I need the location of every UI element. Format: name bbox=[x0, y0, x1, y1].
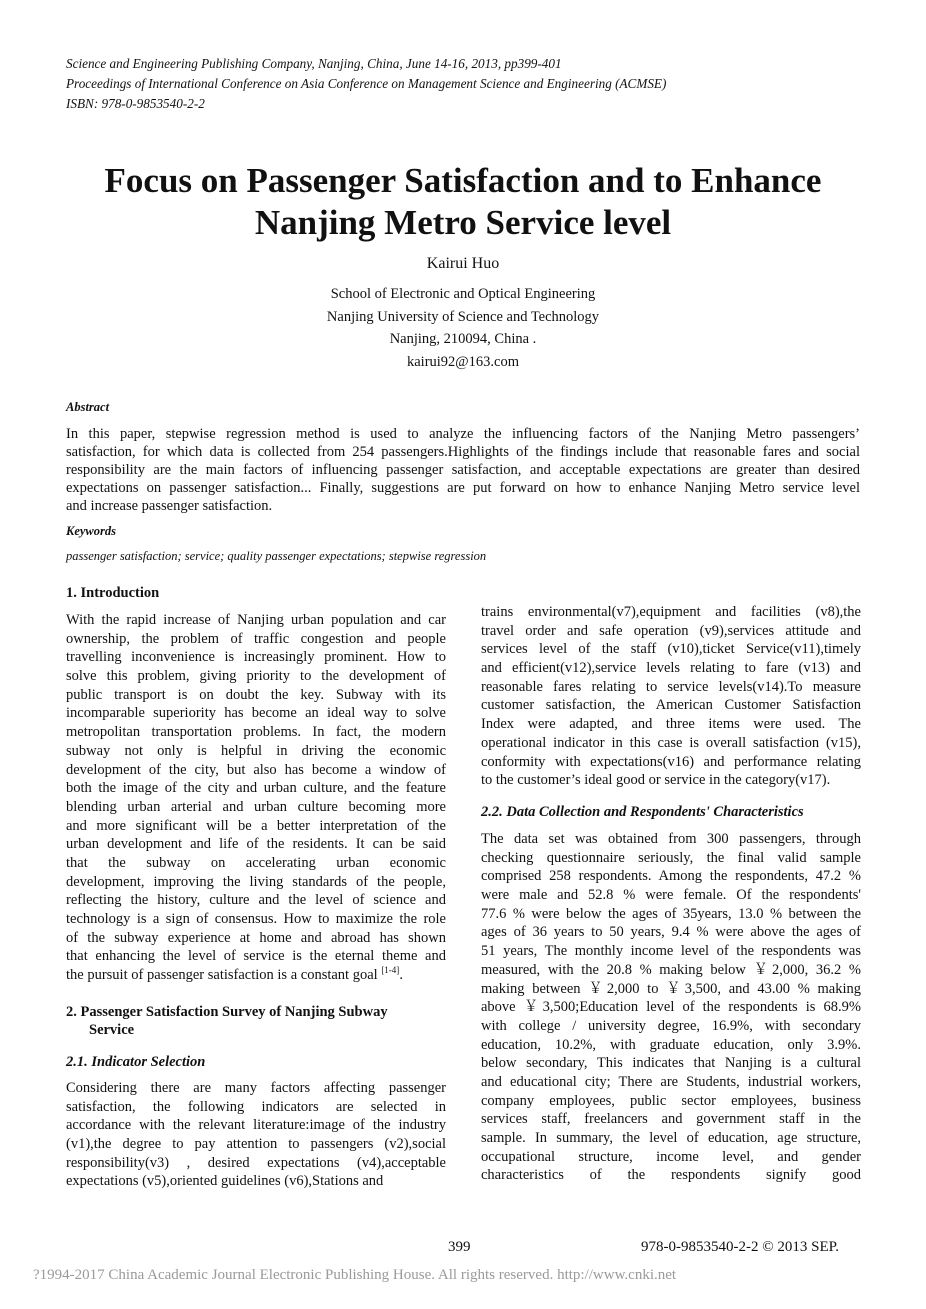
data-collection-line: 77.6 % were below the ages of 35years, 13.0 % between the bbox=[481, 905, 861, 922]
data-collection-line: 51 years, The monthly income level of the respondents was bbox=[481, 943, 861, 960]
indicator-line: travel order and safe operation (v9),services attitude and bbox=[481, 622, 861, 639]
intro-line: and more significant will be a better interpretation of the bbox=[66, 817, 446, 834]
affiliation-line: School of Electronic and Optical Engineering bbox=[330, 286, 596, 302]
intro-line: that the subway on accelerating urban economic bbox=[66, 854, 446, 871]
title-line: Nanjing Metro Service level bbox=[254, 203, 672, 242]
intro-line: subway not only is helpful in driving the economic bbox=[66, 742, 446, 759]
data-collection-text bbox=[481, 830, 861, 1185]
intro-line: development of the city, but also has become a window of bbox=[66, 761, 446, 778]
indicator-line: to the customer’s ideal good or service in the category(v17). bbox=[481, 772, 831, 789]
keywords-text: passenger satisfaction; service; quality passenger expectations; stepwise regression bbox=[66, 549, 487, 563]
data-collection-line: and educational city; There are Students, industrial workers, bbox=[481, 1073, 861, 1090]
abstract-line: and increase passenger satisfaction. bbox=[66, 498, 273, 514]
data-collection-line: below secondary, This indicates that Nanjing is a cultural bbox=[481, 1055, 861, 1072]
page-number: 399 bbox=[448, 1239, 471, 1255]
data-collection-line: checking questionnaire seriously, the final valid sample bbox=[481, 849, 861, 866]
intro-line: urban development and life of the residents. It can be said bbox=[66, 836, 446, 853]
indicator-line: services level of the staff (v10),ticket Service(v11),timely bbox=[481, 641, 861, 658]
indicator-line: Index were adapted, and three items were used. The bbox=[481, 716, 861, 733]
subsection-2-2-heading: 2.2. Data Collection and Respondents' Characteristics bbox=[481, 804, 804, 820]
indicator-line: responsibility(v3) , desired expectations (v4),acceptable bbox=[66, 1154, 446, 1171]
data-collection-line: occupational structure, income level, and gender bbox=[481, 1148, 861, 1165]
author-name: Kairui Huo bbox=[426, 255, 500, 272]
data-collection-line: with college / university degree, 16.9%, with secondary bbox=[481, 1017, 861, 1034]
data-collection-line: were male and 52.8 % were female. Of the respondents' bbox=[481, 887, 861, 904]
data-collection-line: ages of 36 years to 50 years, 9.4 % were above the ages of bbox=[481, 924, 861, 941]
conference-header-line: Science and Engineering Publishing Company, Nanjing, China, June 14-16, 2013, pp399-401 bbox=[66, 56, 562, 71]
title-line: Focus on Passenger Satisfaction and to Enhance bbox=[104, 161, 822, 200]
abstract-line: responsibility are the main factors of influencing passenger satisfaction, and acceptable expectations are greater than desired bbox=[66, 462, 860, 478]
indicator-line: trains environmental(v7),equipment and facilities (v8),the bbox=[481, 604, 861, 620]
indicator-line: expectations (v5),oriented guidelines (v6),Stations and bbox=[66, 1173, 384, 1190]
data-collection-line: comprised 258 respondents. Among the respondents, 47.2 % bbox=[481, 868, 861, 885]
intro-line: solve this problem, giving priority to the development of bbox=[66, 668, 446, 685]
data-collection-line: above ￥3,500;Education level of the respondents is 68.9% bbox=[481, 999, 861, 1016]
intro-line: that enhancing the level of service is the eternal theme and bbox=[66, 948, 446, 965]
indicator-selection-text-right bbox=[481, 603, 861, 790]
keywords-heading: Keywords bbox=[66, 524, 116, 538]
indicator-line: operational indicator in this case is overall satisfaction (v15), bbox=[481, 734, 861, 751]
abstract-heading: Abstract bbox=[66, 400, 110, 414]
indicator-line: satisfaction, the following indicators are selected in bbox=[66, 1098, 446, 1115]
intro-line: ownership, the problem of traffic congestion and people bbox=[66, 630, 446, 647]
cnki-watermark: ?1994-2017 China Academic Journal Electronic Publishing House. All rights reserved. http://www.cnki.net bbox=[33, 1267, 677, 1283]
abstract-body bbox=[66, 425, 860, 515]
intro-line: incomparable superiority has become an ideal way to solve bbox=[66, 705, 446, 722]
data-collection-line: measured, with the 20.8 % making below ￥2,000, 36.2 % bbox=[481, 961, 861, 978]
section-1-heading: 1. Introduction bbox=[66, 585, 160, 601]
intro-last-line bbox=[66, 966, 446, 985]
section-2-heading-cont: Service bbox=[89, 1022, 135, 1038]
subsection-2-1-heading: 2.1. Indicator Selection bbox=[66, 1054, 206, 1070]
intro-line: metropolitan transportation problems. In fact, the modern bbox=[66, 724, 446, 741]
citation-reference: [1-4] bbox=[381, 965, 400, 976]
intro-last-period: . bbox=[399, 967, 403, 984]
intro-line: technology is a sign of consensus. How to maximize the role bbox=[66, 911, 446, 927]
indicator-line: (v1),the degree to pay attention to passengers (v2),social bbox=[66, 1136, 446, 1153]
intro-last-text: the pursuit of passenger satisfaction is a constant goal bbox=[66, 967, 378, 984]
indicator-selection-text-left bbox=[66, 1079, 446, 1191]
data-collection-line: making between ￥2,000 to ￥3,500, and 43.00 % making bbox=[481, 980, 861, 997]
indicator-line: reasonable fares relating to service levels(v14).To measure bbox=[481, 678, 861, 695]
indicator-line: customer satisfaction, the American Customer Satisfaction bbox=[481, 697, 861, 714]
introduction-text bbox=[66, 611, 446, 985]
intro-line: of the subway experience at home and abroad has shown bbox=[66, 929, 446, 946]
intro-line: blending urban arterial and urban culture becoming more bbox=[66, 798, 446, 815]
paper-title bbox=[0, 160, 926, 244]
indicator-line: conformity with expectations(v16) and performance relating bbox=[481, 753, 861, 770]
data-collection-line: The data set was obtained from 300 passengers, through bbox=[481, 831, 861, 847]
data-collection-line: education, 10.2%, with graduate education, only 3.9%. bbox=[481, 1036, 861, 1053]
intro-line: travelling inconvenience is increasingly prominent. How to bbox=[66, 649, 446, 666]
author-email: kairui92@163.com bbox=[406, 353, 519, 370]
abstract-line: satisfaction, for which data is collected from 254 passengers.Highlights of the findings include that reasonable fares and social bbox=[66, 444, 860, 460]
intro-line: With the rapid increase of Nanjing urban population and car bbox=[66, 612, 446, 628]
abstract-line: expectations on passenger satisfaction... Finally, suggestions are put forward on how to enhance Nanjing Metro service level bbox=[66, 480, 860, 496]
affiliation-line: Nanjing, 210094, China . bbox=[389, 331, 537, 347]
intro-line: development, improving the living standards of the people, bbox=[66, 873, 446, 890]
intro-line: reflecting the history, culture and the level of science and bbox=[66, 892, 446, 909]
indicator-line: and efficient(v12),service levels relating to fare (v13) and bbox=[481, 660, 861, 677]
indicator-line: Considering there are many factors affecting passenger bbox=[66, 1080, 446, 1096]
affiliation-line: Nanjing University of Science and Technology bbox=[326, 308, 600, 325]
data-collection-line: services staff, freelancers and government staff in the bbox=[481, 1111, 861, 1128]
abstract-line: In this paper, stepwise regression method is used to analyze the influencing factors of the Nanjing Metro passengers’ bbox=[66, 426, 860, 442]
intro-line: public transport is on doubt the key. Subway with its bbox=[66, 686, 446, 703]
isbn-header-line: ISBN: 978-0-9853540-2-2 bbox=[66, 96, 205, 111]
data-collection-line: company employees, public sector employees, business bbox=[481, 1092, 861, 1109]
data-collection-line: characteristics of the respondents signify good bbox=[481, 1167, 861, 1184]
section-2-heading: 2. Passenger Satisfaction Survey of Nanjing Subway bbox=[66, 1004, 388, 1020]
isbn-copyright: 978-0-9853540-2-2 © 2013 SEP. bbox=[641, 1239, 840, 1255]
intro-line: both the image of the city and urban culture, and the feature bbox=[66, 780, 446, 797]
indicator-line: accordance with the relevant literature:image of the industry bbox=[66, 1117, 446, 1134]
affiliation-block bbox=[0, 283, 926, 373]
data-collection-line: sample. In summary, the level of education, age structure, bbox=[481, 1130, 861, 1146]
proceedings-header-line: Proceedings of International Conference on Asia Conference on Management Science and Engineering (ACMSE) bbox=[66, 76, 667, 91]
